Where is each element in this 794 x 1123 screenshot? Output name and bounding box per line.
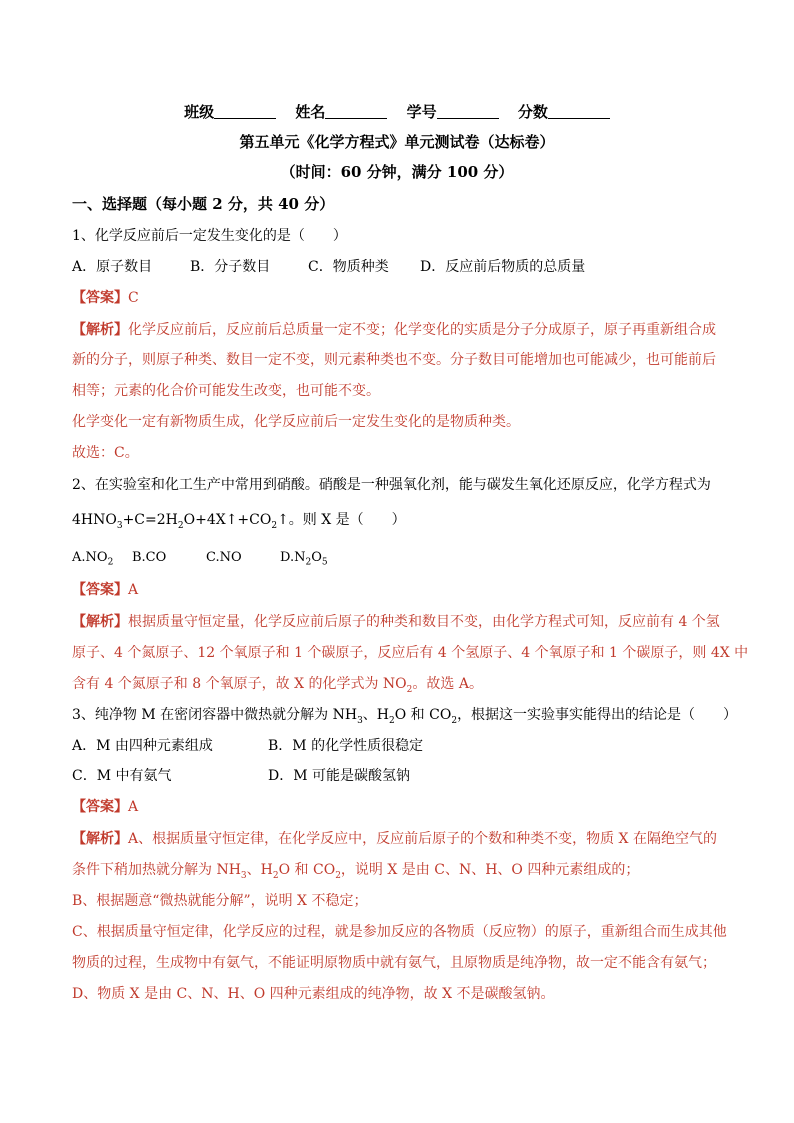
q1-analysis-line5: 故选：C。	[72, 445, 139, 461]
q1-option-b[interactable]: B．分子数目	[190, 259, 271, 275]
q2-eq-sub-b: 2	[177, 520, 184, 531]
q3-analysis-line1	[72, 829, 717, 849]
q1-analysis-line2: 新的分子，则原子种类、数目一定不变，则元素种类也不变。分子数目可能增加也可能减少，也可能前后	[72, 352, 716, 368]
section-heading: 一、选择题（每小题 2 分，共 40 分）	[72, 195, 335, 213]
q3-analysis-sub3: 2	[335, 870, 341, 881]
q2-option-a-sub: 2	[107, 557, 114, 568]
q3-analysis-line2	[72, 860, 639, 886]
field-id-blank[interactable]	[437, 102, 499, 119]
q3-answer-value: A	[128, 799, 139, 815]
q3-stem-sub2: 2	[389, 715, 395, 726]
q3-option-b[interactable]: B．M 的化学性质很稳定	[268, 738, 424, 754]
q2-options	[72, 548, 328, 573]
q2-analysis-line3	[72, 674, 483, 700]
q3-stem-sub1: 3	[357, 715, 363, 726]
q3-stem-c: O 和 CO	[394, 707, 452, 723]
q3-analysis-text2c: O 和 CO	[278, 862, 336, 878]
q3-analysis-line3: B、根据题意“微热就能分解”，说明 X 不稳定；	[72, 893, 368, 909]
analysis-tag: 【解析】	[72, 831, 128, 847]
q3-stem-d: ，根据这一实验事实能得出的结论是（ ）	[457, 707, 738, 723]
q3-stem	[72, 705, 737, 731]
q3-analysis-sub1: 3	[240, 870, 247, 881]
q1-option-d[interactable]: D．反应前后物质的总质量	[420, 259, 586, 275]
field-score-blank[interactable]	[548, 102, 610, 119]
q3-option-a[interactable]: A．M 由四种元素组成	[72, 738, 213, 754]
q2-eq-part-b: +C=2H	[122, 512, 178, 528]
q2-eq-sub-a: 3	[116, 520, 123, 531]
answer-tag: 【答案】	[72, 582, 128, 598]
q2-analysis-line2: 原子、4 个氮原子、12 个氧原子和 1 个碳原子，反应后有 4 个氢原子、4 个氧原子和 1 个碳原子，则 4X 中	[72, 645, 749, 661]
q2-option-d[interactable]	[280, 548, 328, 573]
q1-analysis-text1: 化学反应前后，反应前后总质量一定不变；化学变化的实质是分子分成原子，原子再重新组合成	[128, 322, 716, 338]
q2-analysis-text3b: 。故选 A。	[412, 676, 483, 692]
q2-option-b[interactable]	[132, 548, 206, 568]
q1-answer-value: C	[128, 290, 139, 306]
q2-answer-value: A	[128, 582, 139, 598]
q3-option-c[interactable]: C．M 中有氨气	[72, 768, 172, 784]
q2-option-c[interactable]	[206, 548, 280, 568]
q2-option-d-text: D.N	[280, 550, 306, 565]
q3-analysis-line5: 物质的过程，生成物中有氨气，不能证明原物质中就有氨气，且原物质是纯净物，故一定不能含有氨气；	[72, 955, 716, 971]
q3-analysis-text1: A、根据质量守恒定律，在化学反应中，反应前后原子的个数和种类不变，物质 X 在隔绝空气的	[128, 831, 717, 847]
q3-analysis-sub2: 2	[272, 870, 279, 881]
analysis-tag: 【解析】	[72, 322, 128, 338]
q2-eq-part-a: 4HNO	[72, 512, 117, 528]
q2-option-a[interactable]	[72, 548, 132, 573]
q3-analysis-line4: C、根据质量守恒定律，化学反应的过程，就是参加反应的各物质（反应物）的原子，重新组合而生成其他	[72, 924, 727, 940]
q3-analysis-text2a: 条件下稍加热就分解为 NH	[72, 862, 241, 878]
header-fields	[0, 102, 794, 122]
page-title: 第五单元《化学方程式》单元测试卷（达标卷）	[239, 133, 555, 151]
q3-options-row1	[72, 736, 423, 756]
q3-analysis-text2d: ，说明 X 是由 C、N、H、O 四种元素组成的；	[340, 862, 640, 878]
q2-analysis-text1: 根据质量守恒定量，化学反应前后原子的种类和数目不变，由化学方程式可知，反应前有 4 个氢	[128, 614, 720, 630]
q3-analysis-text2b: 、H	[246, 862, 273, 878]
q1-stem: 1、化学反应前后一定发生变化的是（ ）	[72, 228, 347, 244]
q2-option-b-text: B.CO	[132, 550, 167, 565]
q2-equation	[72, 510, 406, 536]
q3-stem-a: 3、纯净物 M 在密闭容器中微热就分解为 NH	[72, 707, 358, 723]
q1-analysis-line1	[72, 320, 716, 340]
q1-option-a[interactable]: A．原子数目	[72, 259, 153, 275]
q2-analysis-sub: 2	[406, 684, 413, 695]
field-class-blank[interactable]	[214, 102, 276, 119]
q3-stem-b: 、H	[362, 707, 390, 723]
q2-eq-sub-c: 2	[271, 520, 278, 531]
q2-answer	[72, 580, 138, 600]
field-class-label: 班级	[184, 103, 215, 121]
q1-answer	[72, 288, 139, 308]
q2-option-d-sub2: 5	[321, 557, 328, 568]
q2-analysis-text3a: 含有 4 个氮原子和 8 个氧原子，故 X 的化学式为 NO	[72, 676, 407, 692]
q2-stem: 2、在实验室和化工生产中常用到硝酸。硝酸是一种强氧化剂，能与碳发生氧化还原反应，化学方程式为	[72, 477, 711, 493]
q2-option-c-text: C.NO	[206, 550, 242, 565]
page-subtitle: （时间：60 分钟，满分 100 分）	[280, 163, 514, 181]
q2-analysis-line1	[72, 612, 720, 632]
q2-option-a-text: A.NO	[72, 550, 108, 565]
answer-tag: 【答案】	[72, 799, 128, 815]
answer-tag: 【答案】	[72, 290, 128, 306]
q3-option-d[interactable]: D．M 可能是碳酸氢钠	[268, 768, 411, 784]
q3-options-row2	[72, 766, 410, 786]
q3-answer	[72, 797, 138, 817]
field-id-label: 学号	[406, 103, 437, 121]
field-name-label: 姓名	[295, 103, 326, 121]
analysis-tag: 【解析】	[72, 614, 128, 630]
q1-analysis-line3: 相等；元素的化合价可能发生改变，也可能不变。	[72, 383, 380, 399]
field-name-blank[interactable]	[325, 102, 387, 119]
q3-stem-sub3: 2	[451, 715, 458, 726]
q2-eq-part-c: O+4X↑+CO	[183, 512, 272, 528]
q1-analysis-line4: 化学变化一定有新物质生成，化学反应前后一定发生变化的是物质种类。	[72, 414, 520, 430]
q2-option-d-sub: 2	[305, 557, 312, 568]
q2-eq-part-d: ↑。则 X 是（ ）	[277, 512, 406, 528]
q1-option-c[interactable]: C．物质种类	[308, 259, 389, 275]
q3-analysis-line6: D、物质 X 是由 C、N、H、O 四种元素组成的纯净物，故 X 不是碳酸氢钠。	[72, 986, 555, 1002]
q1-options	[72, 257, 585, 277]
q2-option-d-text2: O	[311, 550, 322, 565]
field-score-label: 分数	[517, 103, 548, 121]
